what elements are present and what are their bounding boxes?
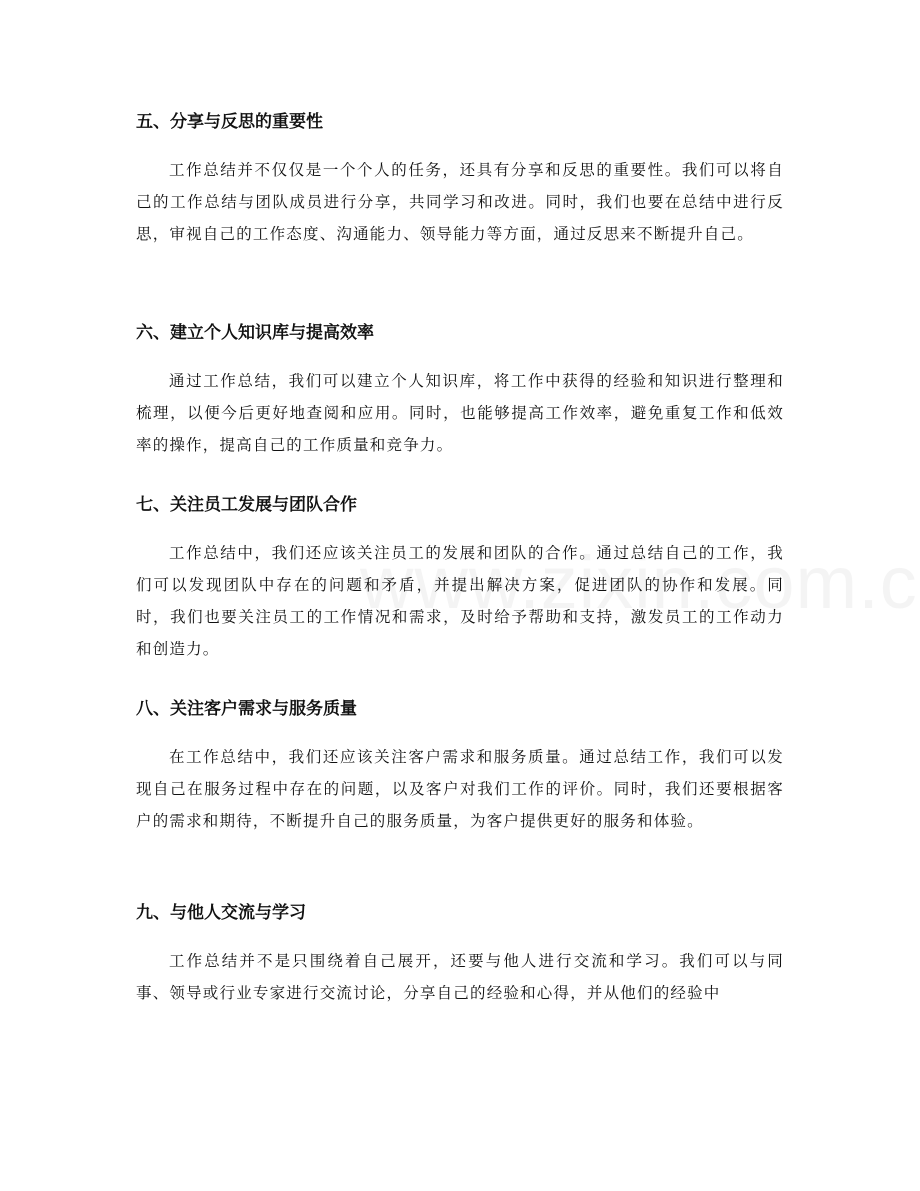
section-heading: 六、建立个人知识库与提高效率 bbox=[136, 323, 374, 343]
section-paragraph: 工作总结并不是只围绕着自己展开，还要与他人进行交流和学习。我们可以与同事、领导或行业专家进行交流讨论，分享自己的经验和心得，并从他们的经验中 bbox=[136, 952, 784, 1002]
section-heading: 九、与他人交流与学习 bbox=[136, 903, 306, 923]
section-5 bbox=[136, 106, 784, 250]
section-heading: 八、关注客户需求与服务质量 bbox=[136, 699, 357, 719]
section-8 bbox=[136, 693, 784, 837]
section-paragraph: 在工作总结中，我们还应该关注客户需求和服务质量。通过总结工作，我们可以发现自己在服务过程中存在的问题，以及客户对我们工作的评价。同时，我们还要根据客户的需求和期待，不断提升自己的服务质量，为客户提供更好的服务和体验。 bbox=[136, 748, 784, 830]
section-9 bbox=[136, 897, 784, 1009]
section-heading: 七、关注员工发展与团队合作 bbox=[136, 495, 357, 515]
section-heading: 五、分享与反思的重要性 bbox=[136, 112, 323, 132]
section-6 bbox=[136, 317, 784, 461]
section-7 bbox=[136, 489, 784, 665]
section-paragraph: 工作总结并不仅仅是一个个人的任务，还具有分享和反思的重要性。我们可以将自己的工作总结与团队成员进行分享，共同学习和改进。同时，我们也要在总结中进行反思，审视自己的工作态度、沟通能力、领导能力等方面，通过反思来不断提升自己。 bbox=[136, 161, 784, 243]
section-paragraph: 通过工作总结，我们可以建立个人知识库，将工作中获得的经验和知识进行整理和梳理，以便今后更好地查阅和应用。同时，也能够提高工作效率，避免重复工作和低效率的操作，提高自己的工作质量和竞争力。 bbox=[136, 372, 784, 454]
section-paragraph: 工作总结中，我们还应该关注员工的发展和团队的合作。通过总结自己的工作，我们可以发现团队中存在的问题和矛盾，并提出解决方案，促进团队的协作和发展。同时，我们也要关注员工的工作情况和需求，及时给予帮助和支持，激发员工的工作动力和创造力。 bbox=[136, 544, 784, 658]
